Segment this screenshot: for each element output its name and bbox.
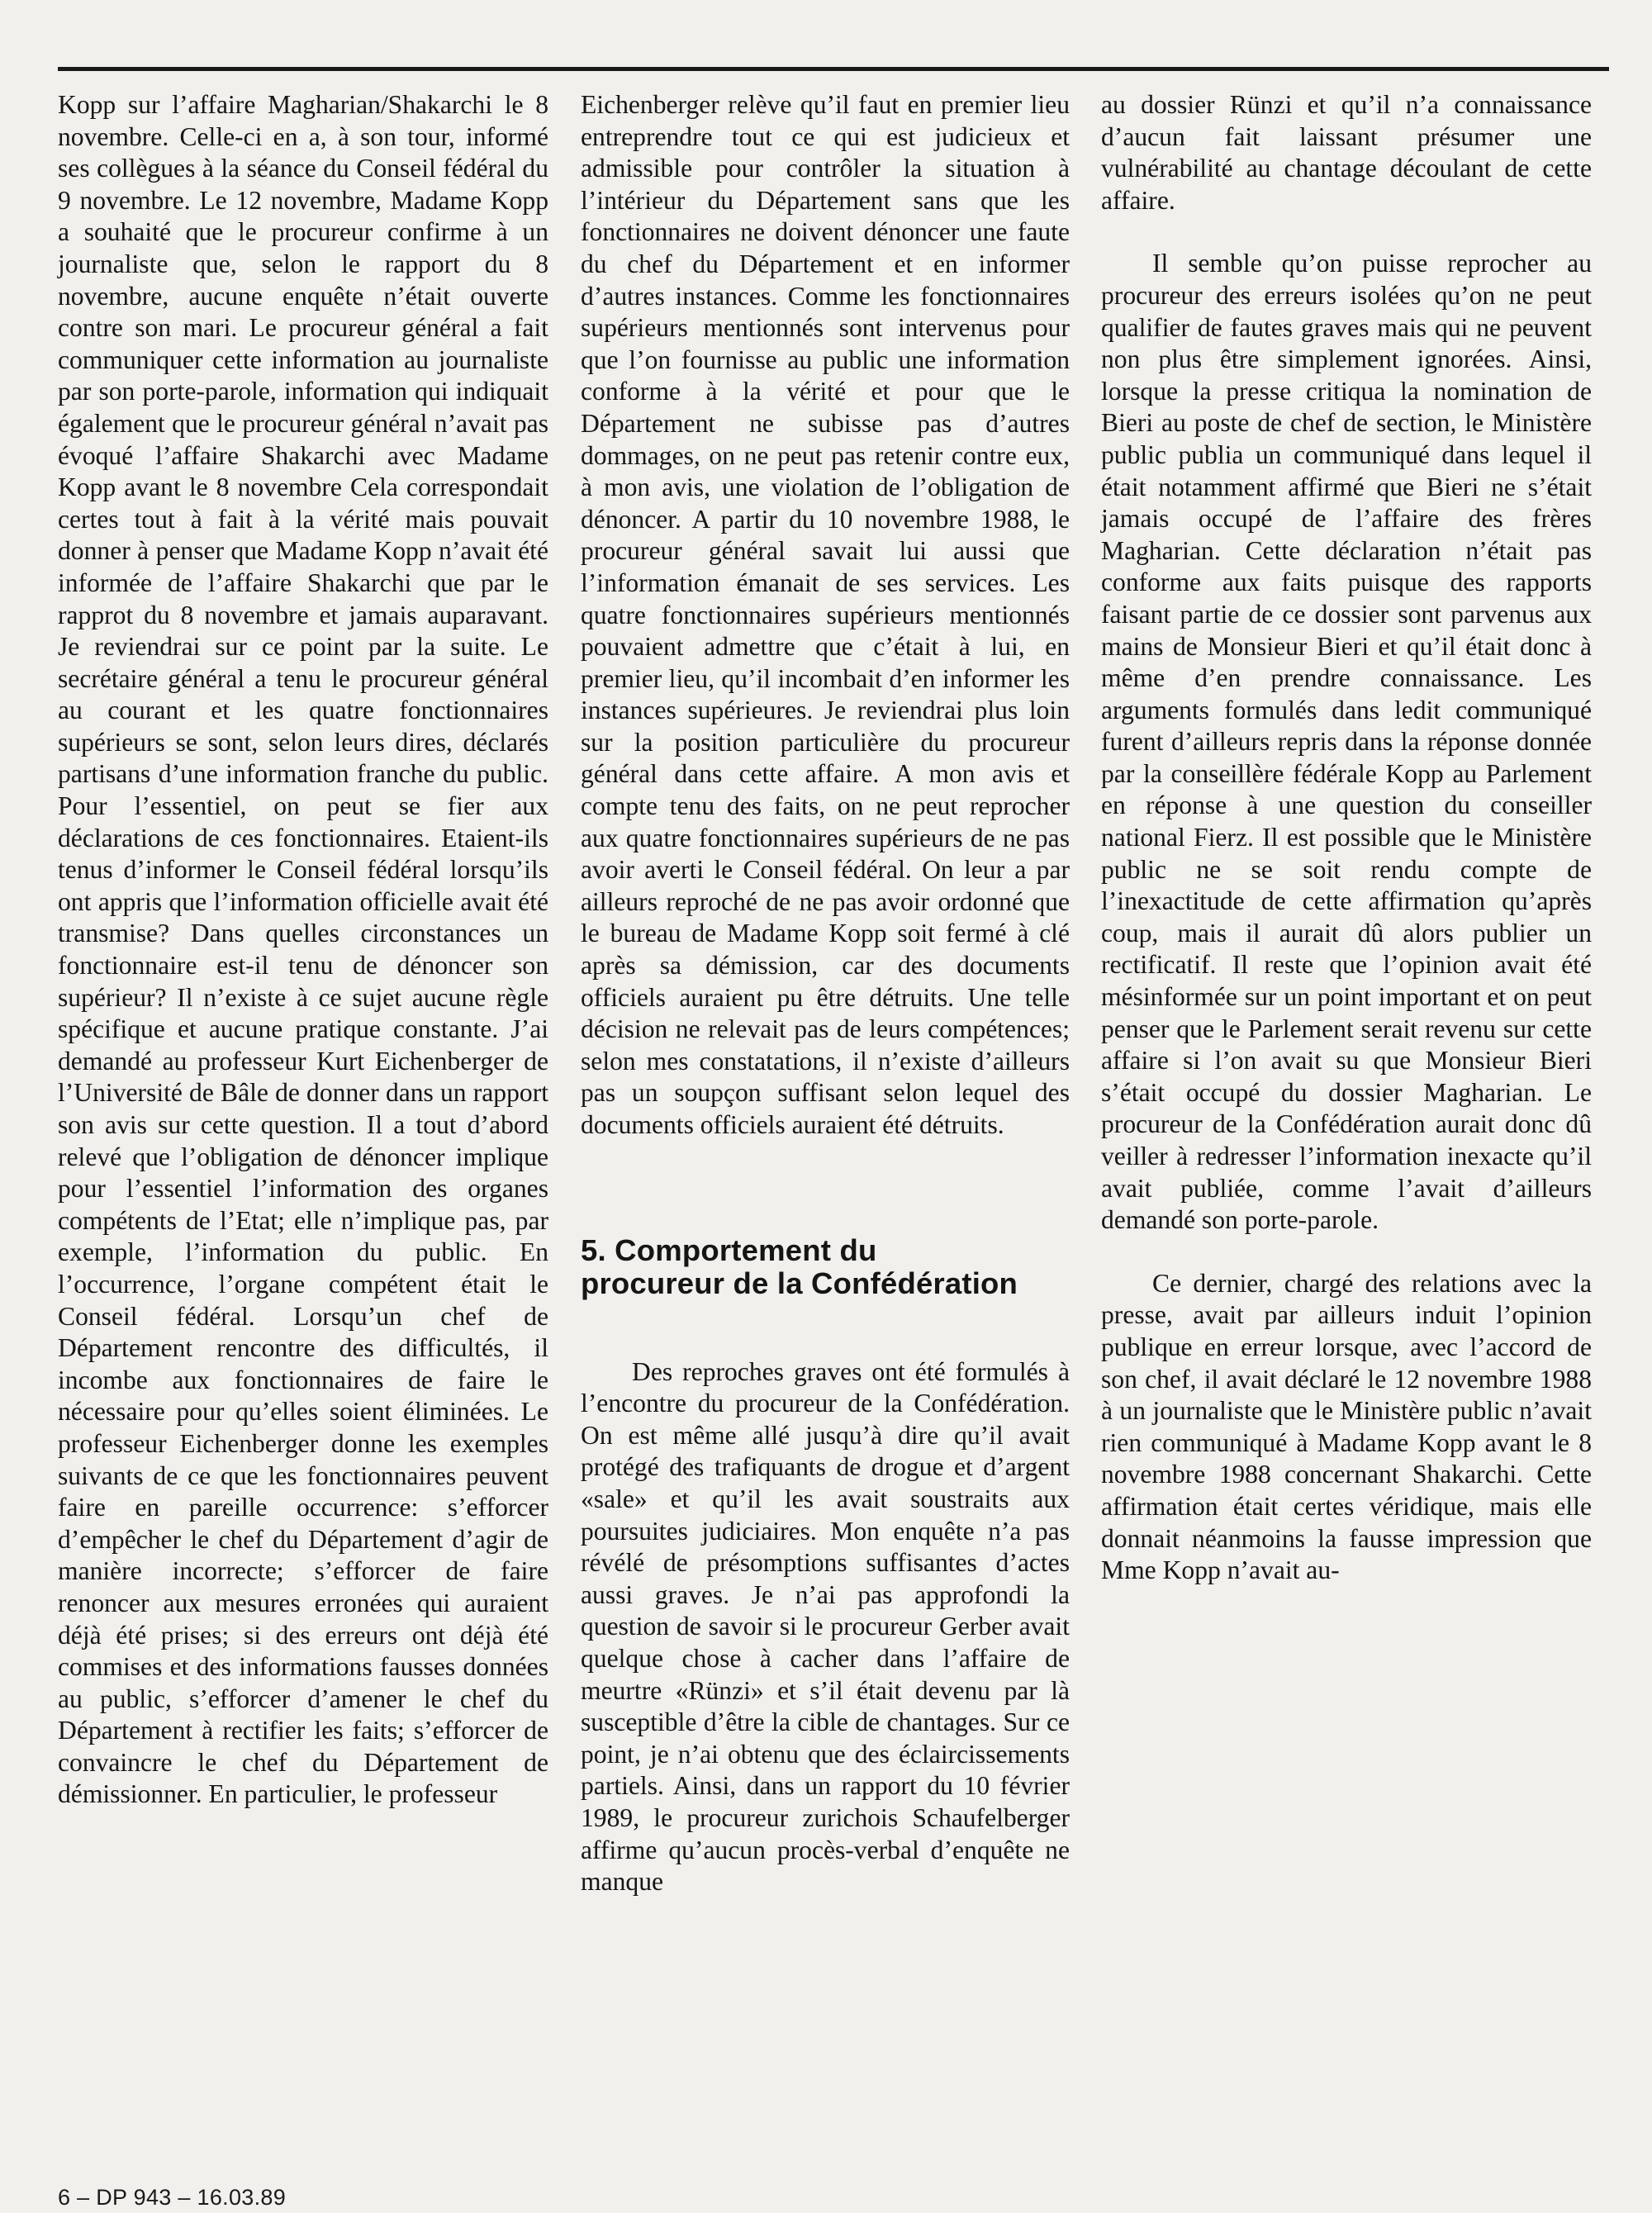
- col2-paragraph-2: Des reproches graves ont été formulés à l’encontre du procureur de la Confédération. On est même allé jusqu’à dire qu’il avait protégé des trafiquants de drogue et d’argent «sale» et qu’il les avait soustraits aux poursuites judiciaires. Mon enquête n’a pas révélé de présomptions suffisantes d’actes aussi graves. Je n’ai pas approfondi la question de savoir si le procureur Gerber avait quelque chose à cacher dans l’affaire de meurtre «Rünzi» et s’il était devenu par là susceptible d’être la cible de chantages. Sur ce point, je n’ai obtenu que des éclaircissements partiels. Ainsi, dans un rapport du 10 février 1989, le procureur zurichois Schaufelberger affirme qu’aucun procès-verbal d’enquête ne manque: [581, 1356, 1070, 1897]
- top-rule: [58, 67, 1609, 71]
- column-3: [1101, 89, 1592, 1587]
- column-2: [581, 89, 1070, 1898]
- column-1: [58, 89, 548, 1811]
- section-heading-line-1: 5. Comportement du: [581, 1232, 877, 1267]
- section-heading: [581, 1234, 1070, 1300]
- section-gap: [581, 1142, 1070, 1234]
- section-heading-line-2: procureur de la Confédération: [581, 1266, 1018, 1300]
- col1-paragraph-1: Kopp sur l’affaire Magharian/Shakarchi le 8 novembre. Celle-ci en a, à son tour, informé ses collègues à la séance du Conseil fédéral du 9 novembre. Le 12 novembre, Madame Kopp a souhaité que le procureur confirme à un journaliste que, selon le rapport du 8 novembre, aucune enquête n’était ouverte contre son mari. Le procureur général a fait communiquer cette information au journaliste par son porte-parole, information qui indiquait également que le procureur général n’avait pas évoqué l’affaire Shakarchi avec Madame Kopp avant le 8 novembre Cela correspondait certes tout à fait à la vérité mais pouvait donner à penser que Madame Kopp n’avait été informée de l’affaire Shakarchi que par le rapprot du 8 novembre et jamais auparavant. Je reviendrai sur ce point par la suite. Le secrétaire général a tenu le procureur général au courant et les quatre fonctionnaires supérieurs se sont, selon leurs dires, déclarés partisans d’une information franche du public. Pour l’essentiel, on peut se fier aux déclarations de ces fonctionnaires. Etaient-ils tenus d’informer le Conseil fédéral lorsqu’ils ont appris que l’information officielle avait été transmise? Dans quelles circonstances un fonctionnaire est-il tenu de dénoncer son supérieur? Il n’existe à ce sujet aucune règle spécifique et aucune pratique constante. J’ai demandé au professeur Kurt Eichenberger de l’Université de Bâle de donner dans un rapport son avis sur cette question. Il a tout d’abord relevé que l’obligation de dénoncer implique pour l’essentiel l’information des organes compétents de l’Etat; elle n’implique pas, par exemple, l’information du public. En l’occurrence, l’organe compétent était le Conseil fédéral. Lorsqu’un chef de Département rencontre des difficultés, il incombe aux fonctionnaires de faire le nécessaire pour qu’elles soient éliminées. Le professeur Eichenberger donne les exemples suivants de ce que les fonctionnaires peuvent faire en pareille occurrence: s’efforcer d’empêcher le chef du Département d’agir de manière incorrecte; s’efforcer de faire renoncer aux mesures erronées qui auraient déjà été prises; si des erreurs ont déjà été commises et des informations fausses données au public, s’efforcer d’amener le chef du Département à rectifier les faits; s’efforcer de convaincre le chef du Département de démissionner. En particulier, le professeur: [58, 90, 548, 1809]
- page-footer: 6 – DP 943 – 16.03.89: [58, 2185, 287, 2210]
- col3-paragraph-2: Il semble qu’on puisse reprocher au procureur des erreurs isolées qu’on ne peut qualifier de fautes graves mais qui ne peuvent non plus être simplement ignorées. Ainsi, lorsque la presse critiqua la nomination de Bieri au poste de chef de section, le Ministère public publia un communiqué dans lequel il était notamment affirmé que Bieri ne s’était jamais occupé de l’affaire des frères Magharian. Cette déclaration n’était pas conforme aux faits puisque des rapports faisant partie de ce dossier sont parvenus aux mains de Monsieur Bieri et qu’il était donc à même d’en prendre connaissance. Les arguments formulés dans ledit communiqué furent d’ailleurs repris dans la réponse donnée par la conseillère fédérale Kopp au Parlement en réponse à une question du conseiller national Fierz. Il est possible que le Ministère public ne se soit rendu compte de l’inexactitude de cette affirmation qu’après coup, mais il aurait dû alors publier un rectificatif. Il reste que l’opinion avait été mésinformée sur un point important et on peut penser que le Parlement serait revenu sur cette affaire si l’on avait su que Monsieur Bieri s’était occupé du dossier Magharian. Le procureur de la Confédération aurait donc dû veiller à redresser l’information inexacte qu’il avait publiée, comme l’avait d’ailleurs demandé son porte-parole.: [1101, 249, 1592, 1235]
- col3-paragraph-1: au dossier Rünzi et qu’il n’a connaissance d’aucun fait laissant présumer une vulnérabilité au chantage découlant de cette affaire.: [1101, 90, 1592, 215]
- col3-paragraph-3: Ce dernier, chargé des relations avec la presse, avait par ailleurs induit l’opinion publique en erreur lorsque, avec l’accord de son chef, il avait déclaré le 12 novembre 1988 à un journaliste que le Ministère public n’avait rien communiqué à Madame Kopp avant le 8 novembre 1988 concernant Shakarchi. Cette affirmation était certes véridique, mais elle donnait néanmoins la fausse impression que Mme Kopp n’avait au-: [1101, 1268, 1592, 1585]
- col2-paragraph-1: Eichenberger relève qu’il faut en premier lieu entreprendre tout ce qui est judicieux et admissible pour contrôler la situation à l’intérieur du Département sans que les fonctionnaires ne doivent dénoncer une faute du chef du Département et en informer d’autres instances. Comme les fonctionnaires supérieurs mentionnés sont intervenus pour que l’on fournisse au public une information conforme à la vérité et pour que le Département ne subisse pas d’autres dommages, on ne peut pas retenir contre eux, à mon avis, une violation de l’obligation de dénoncer. A partir du 10 novembre 1988, le procureur général savait lui aussi que l’information émanait de ses services. Les quatre fonctionnaires supérieurs mentionnés pouvaient admettre que c’était à lui, en premier lieu, qu’il incombait d’en informer les instances supérieures. Je reviendrai plus loin sur la position particulière du procureur général dans cette affaire. A mon avis et compte tenu des faits, on ne peut reprocher aux quatre fonctionnaires supérieurs de ne pas avoir averti le Conseil fédéral. On leur a par ailleurs reproché de ne pas avoir ordonné que le bureau de Madame Kopp soit fermé à clé après sa démission, car des documents officiels auraient pu être détruits. Une telle décision ne relevait pas de leurs compétences; selon mes constatations, il n’existe d’ailleurs pas un soupçon suffisant selon lequel des documents officiels auraient été détruits.: [581, 90, 1070, 1139]
